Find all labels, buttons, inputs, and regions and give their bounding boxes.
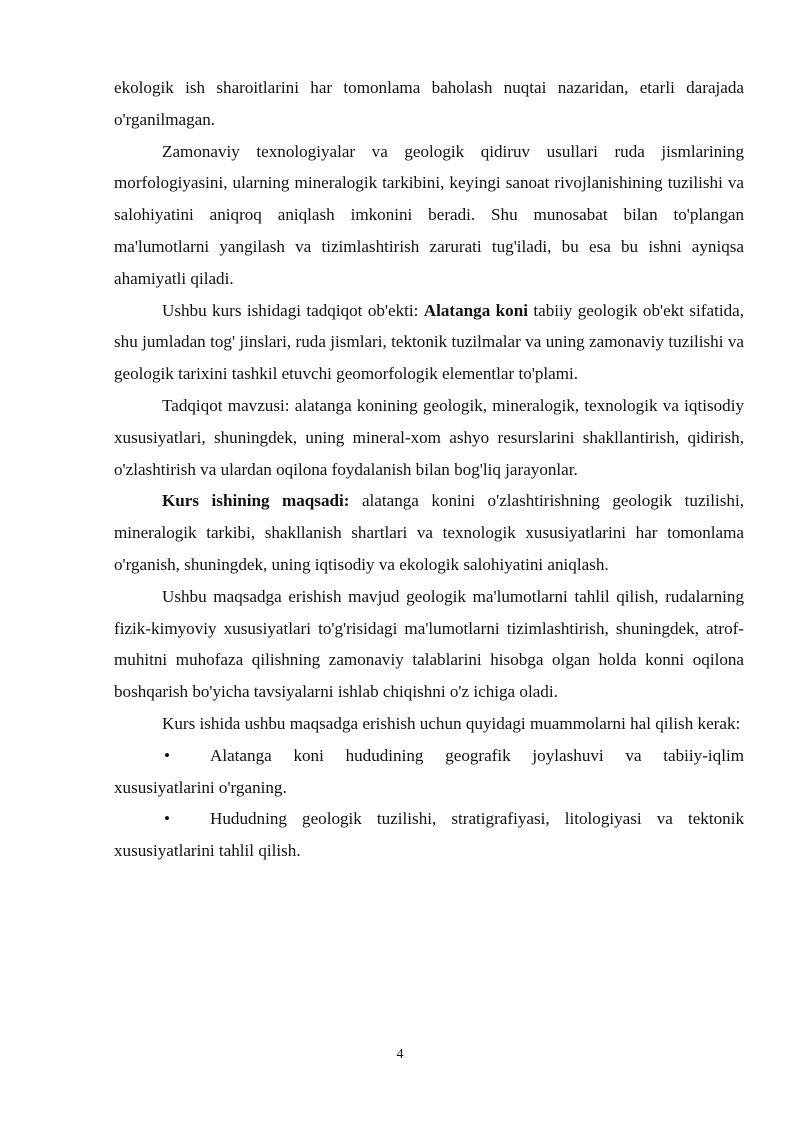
document-page [114, 72, 744, 867]
course-goal-bold-label: Kurs ishining maqsadi: [162, 491, 350, 511]
course-goal-text: alatanga konini o'zlashtirishning geologik tuzilishi, mineralogik tarkibi, shakllanish shartlari va texnologik xususiyatlarini har tomonlama o'rganish, shuningdek, uning iqtisodiy va ekologik salohiyatini aniqlash. [114, 491, 745, 574]
paragraph-continuation: ekologik ish sharoitlarini har tomonlama baholash nuqtai nazaridan, etarli darajada o'rganilmagan. [114, 78, 744, 129]
paragraph-tasks-intro: Kurs ishida ushbu maqsadga erishish uchun quyidagi muammolarni hal qilish kerak: [162, 713, 741, 733]
bullet-item [114, 803, 744, 867]
paragraph-goal-achievement: Ushbu maqsadga erishish mavjud geologik ma'lumotlarni tahlil qilish, rudalarning fizik-kimyoviy xususiyatlari to'g'risidagi ma'lumotlarni tizimlashtirish, shuningdek, atrof-muhitni muhofaza qilishning zamonaviy talablarini hisobga olgan holda konni oqilona boshqarish bo'yicha tavsiyalarni ishlab chiqishni o'z ichiga oladi. [114, 586, 744, 702]
bullet-marker: • [164, 745, 170, 765]
paragraph-modern-technologies: Zamonaviy texnologiyalar va geologik qidiruv usullari ruda jismlarining morfologiyasini, ularning mineralogik tarkibini, keyingi sanoat rivojlanishining tuzilishi va salohiyatini aniqroq aniqlash imkonini beradi. Shu munosabat bilan to'plangan ma'lumotlarni yangilash va tizimlashtirish zarurati tug'iladi, bu esa bu ishni ayniqsa ahamiyatli qiladi. [114, 141, 744, 288]
paragraph-research-object [114, 295, 744, 390]
research-object-rest-text: tabiiy geologik ob'ekt sifatida, shu jumladan tog' jinslari, ruda jismlari, tektonik tuzilmalar va uning zamonaviy tuzilishi va geologik tarixini tashkil etuvchi geomorfologik elementlar to'plami. [114, 300, 744, 384]
bullet-item-text: Alatanga koni hududining geografik joylashuvi va tabiiy-iqlim xususiyatlarini o'rganing. [114, 745, 744, 797]
paragraph-course-goal [114, 485, 744, 580]
bullet-item [114, 740, 744, 804]
bullet-marker: • [164, 809, 170, 829]
page-number: 4 [396, 1047, 404, 1062]
bullet-item-text: Hududning geologik tuzilishi, stratigrafiyasi, litologiyasi va tektonik xususiyatlarini tahlil qilish. [114, 809, 744, 861]
research-object-bold-term: Alatanga koni [423, 300, 528, 320]
research-object-lead-text: Ushbu kurs ishidagi tadqiqot ob'ekti: [162, 300, 424, 320]
paragraph-research-subject: Tadqiqot mavzusi: alatanga konining geologik, mineralogik, texnologik va iqtisodiy xususiyatlari, shuningdek, uning mineral-xom ashyo resurslarini shakllantirish, qidirish, o'zlashtirish va ulardan oqilona foydalanish bilan bog'liq jarayonlar. [114, 395, 744, 479]
